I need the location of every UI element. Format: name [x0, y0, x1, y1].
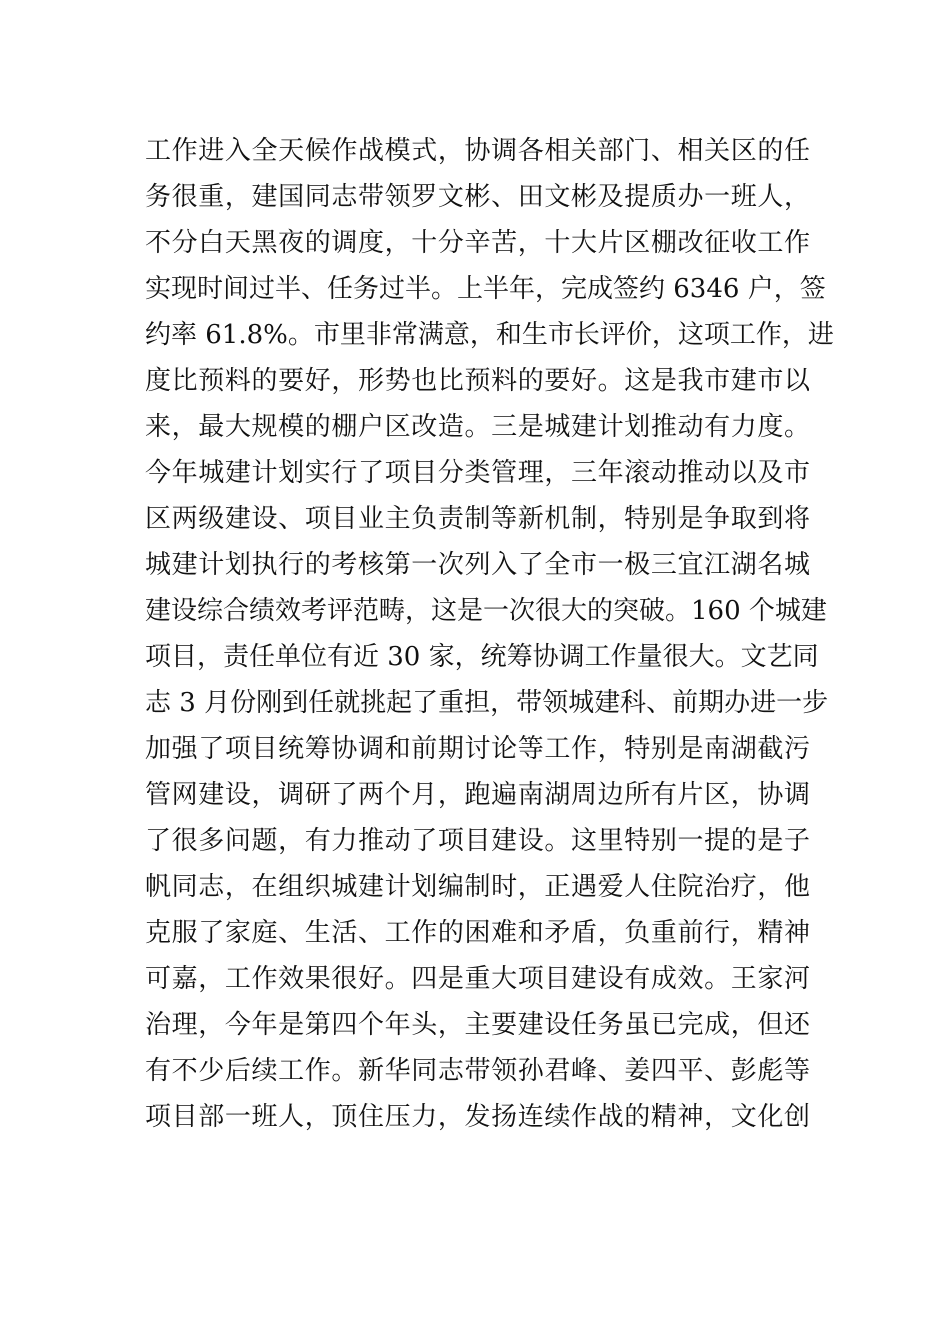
text-line: 加强了项目统筹协调和前期讨论等工作，特别是南湖截污 — [145, 734, 810, 764]
text-line: 不分白天黑夜的调度，十分辛苦，十大片区棚改征收工作 — [145, 228, 810, 258]
text-line: 了很多问题，有力推动了项目建设。这里特别一提的是子 — [145, 826, 810, 856]
text-line: 可嘉，工作效果很好。四是重大项目建设有成效。王家河 — [145, 964, 810, 994]
text-line: 管网建设，调研了两个月，跑遍南湖周边所有片区，协调 — [145, 780, 810, 810]
text-line: 项目，责任单位有近 30 家，统筹协调工作量很大。文艺同 — [145, 642, 819, 672]
text-line: 建设综合绩效考评范畴，这是一次很大的突破。160 个城建 — [145, 596, 827, 626]
text-line: 度比预料的要好，形势也比预料的要好。这是我市建市以 — [145, 366, 810, 396]
text-line: 克服了家庭、生活、工作的困难和矛盾，负重前行，精神 — [145, 918, 810, 948]
text-line: 项目部一班人，顶住压力，发扬连续作战的精神，文化创 — [145, 1102, 810, 1132]
text-line: 务很重，建国同志带领罗文彬、田文彬及提质办一班人， — [145, 182, 810, 212]
body-text — [145, 128, 834, 1140]
text-line: 志 3 月份刚到任就挑起了重担，带领城建科、前期办进一步 — [145, 688, 829, 718]
text-line: 工作进入全天候作战模式，协调各相关部门、相关区的任 — [145, 136, 810, 166]
text-line: 有不少后续工作。新华同志带领孙君峰、姜四平、彭彪等 — [145, 1056, 810, 1086]
text-line: 实现时间过半、任务过半。上半年，完成签约 6346 户，签 — [145, 274, 826, 304]
text-line: 今年城建计划实行了项目分类管理，三年滚动推动以及市 — [145, 458, 810, 488]
text-line: 城建计划执行的考核第一次列入了全市一极三宜江湖名城 — [145, 550, 810, 580]
text-line: 约率 61.8%。市里非常满意，和生市长评价，这项工作，进 — [145, 320, 834, 350]
text-line: 治理，今年是第四个年头，主要建设任务虽已完成，但还 — [145, 1010, 810, 1040]
text-line: 来，最大规模的棚户区改造。三是城建计划推动有力度。 — [145, 412, 810, 442]
text-line: 区两级建设、项目业主负责制等新机制，特别是争取到将 — [145, 504, 810, 534]
text-line: 帆同志，在组织城建计划编制时，正遇爱人住院治疗，他 — [145, 872, 810, 902]
